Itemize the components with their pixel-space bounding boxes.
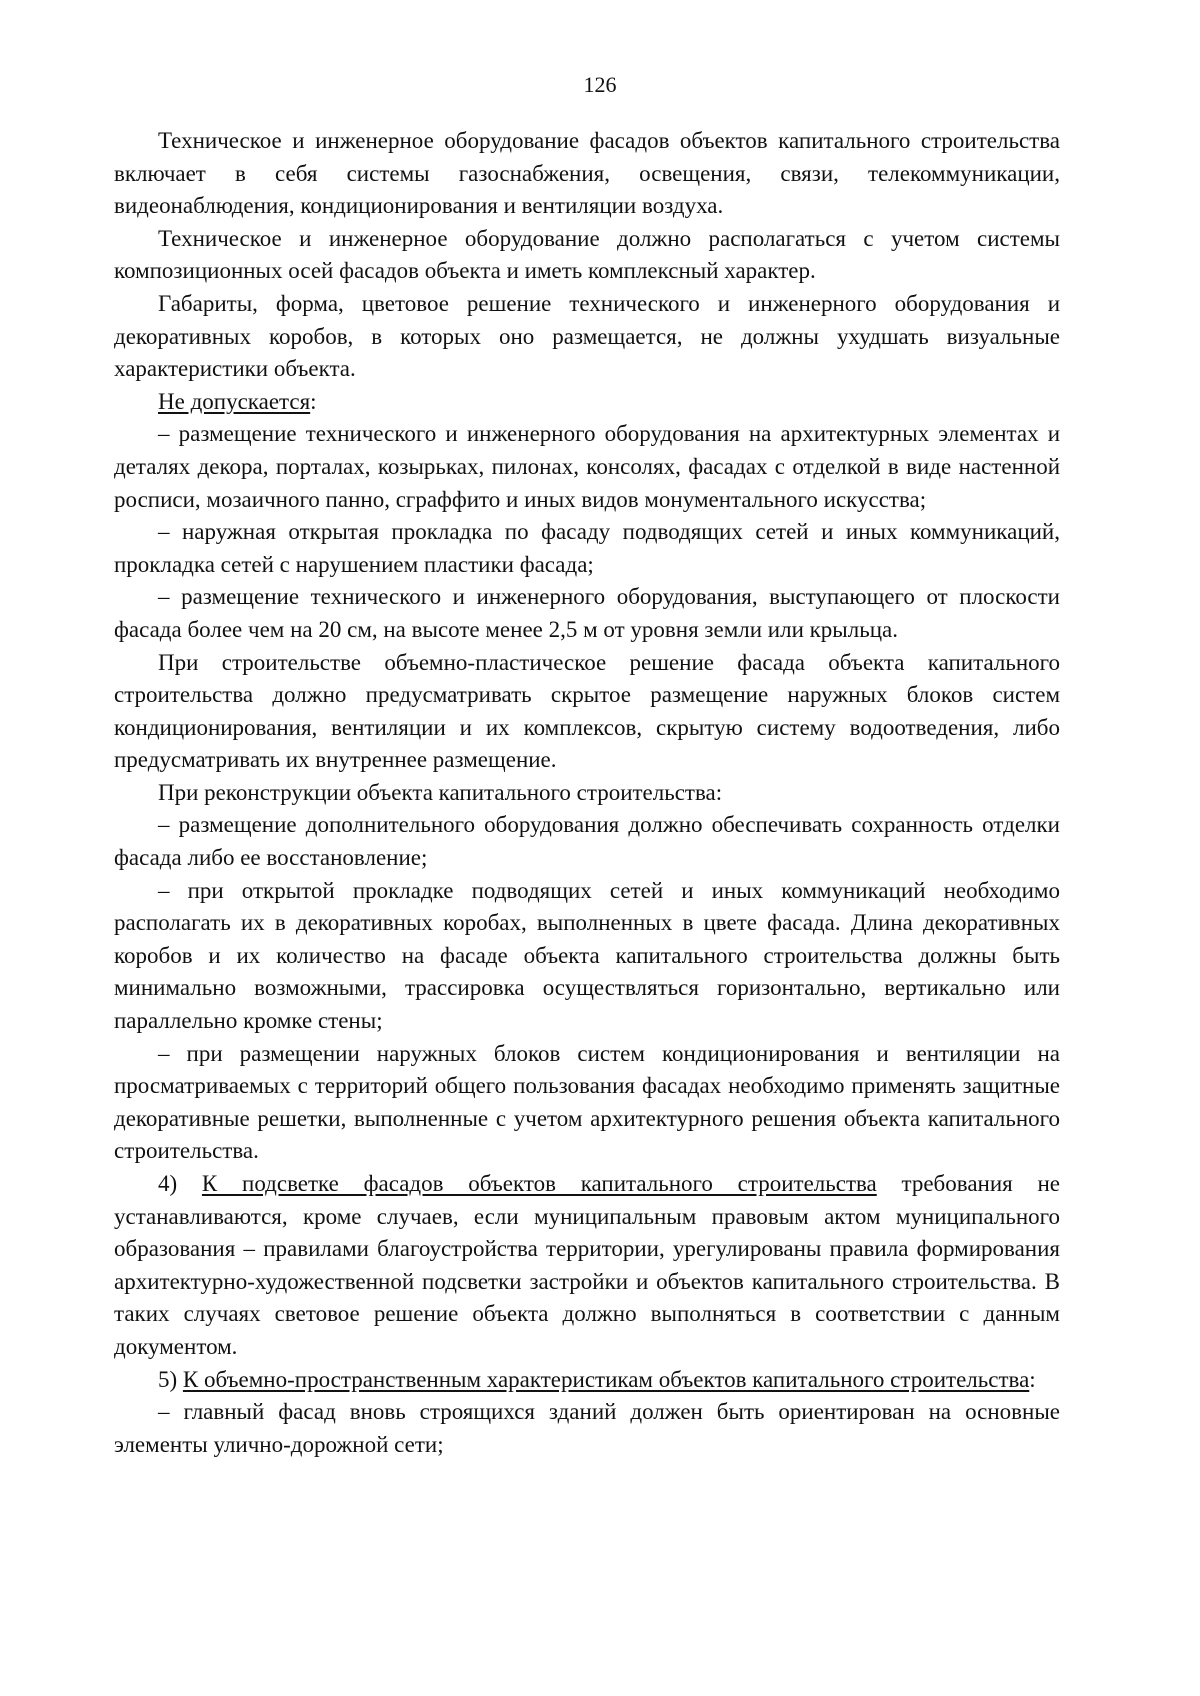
paragraph-text: Техническое и инженерное оборудование фасадов объектов капитального строительства включает в себя системы газоснабжения, освещения, связи, телекоммуникации, видеонаблюдения, кондиционирования и вентиляции воздуха. <box>114 128 1060 219</box>
underlined-heading: К объемно-пространственным характеристикам объектов капитального строительства <box>182 1366 1030 1392</box>
section-4-lighting <box>114 1168 1060 1364</box>
heading-colon: : <box>1029 1366 1036 1392</box>
section-number: 4) <box>158 1171 202 1196</box>
list-item-text: – размещение технического и инженерного оборудования, выступающего от плоскости фасада более чем на 20 см, на высоте менее 2,5 м от уровня земли или крыльца. <box>114 584 1060 642</box>
paragraph-equipment-composition <box>114 125 1060 223</box>
paragraph-equipment-dimensions <box>114 288 1060 386</box>
document-body <box>114 125 1060 1461</box>
section-5-volume-spatial <box>114 1364 1060 1397</box>
list-item-open-laying <box>114 516 1060 581</box>
list-item-protective-grilles <box>114 1038 1060 1168</box>
list-item-text: – при открытой прокладке подводящих сетей и иных коммуникаций необходимо располагать их в декоративных коробах, выполненных в цвете фасада. Длина декоративных коробов и их количество на фасаде объекта капитального строительства должны быть минимально возможными, трассировка осуществляться горизонтально, вертикально или параллельно кромке стены; <box>114 877 1060 1034</box>
list-item-decor-placement <box>114 418 1060 516</box>
paragraph-text: Габариты, форма, цветовое решение технического и инженерного оборудования и декоративных коробов, в которых оно размещается, не должны ухудшать визуальные характеристики объекта. <box>114 290 1060 382</box>
list-item-main-facade <box>114 1396 1060 1461</box>
heading-colon: : <box>310 388 317 414</box>
section-number: 5) <box>158 1366 183 1392</box>
paragraph-not-allowed-heading <box>114 386 1060 419</box>
list-item-text: – главный фасад вновь строящихся зданий должен быть ориентирован на основные элементы улично-дорожной сети; <box>114 1399 1060 1457</box>
list-item-text: – размещение технического и инженерного оборудования на архитектурных элементах и деталях декора, порталах, козырьках, пилонах, консолях, фасадах с отделкой в виде настенной росписи, мозаичного панно, сграффито и иных видов монументального искусства; <box>114 421 1060 512</box>
section-text: требования не устанавливаются, кроме случаев, если муниципальным правовым актом муниципального образования – правилами благоустройства территории, урегулированы правила формирования архитектурно-художественной подсветки застройки и объектов капитального строительства. В таких случаях световое решение объекта должно выполняться в соответствии с данным документом. <box>114 1171 1060 1359</box>
underlined-heading: Не допускается <box>158 388 311 414</box>
paragraph-text: Техническое и инженерное оборудование должно располагаться с учетом системы композиционных осей фасадов объекта и иметь комплексный характер. <box>114 225 1060 284</box>
list-item-protruding-equipment <box>114 581 1060 646</box>
underlined-heading: К подсветке фасадов объектов капитального строительства <box>201 1171 877 1196</box>
list-item-additional-equipment <box>114 809 1060 874</box>
paragraph-equipment-placement <box>114 223 1060 288</box>
list-item-text: – наружная открытая прокладка по фасаду подводящих сетей и иных коммуникаций, прокладка сетей с нарушением пластики фасада; <box>114 519 1060 577</box>
list-item-text: – размещение дополнительного оборудования должно обеспечивать сохранность отделки фасада либо ее восстановление; <box>114 812 1060 871</box>
list-item-text: – при размещении наружных блоков систем кондиционирования и вентиляции на просматриваемых с территорий общего пользования фасадах необходимо применять защитные декоративные решетки, выполненные с учетом архитектурного решения объекта капитального строительства. <box>114 1040 1060 1164</box>
paragraph-text: При реконструкции объекта капитального строительства: <box>158 779 723 805</box>
paragraph-text: При строительстве объемно-пластическое решение фасада объекта капитального строительства должно предусматривать скрытое размещение наружных блоков систем кондиционирования, вентиляции и их комплексов, скрытую систему водоотведения, либо предусматривать их внутреннее размещение. <box>114 649 1060 773</box>
page-number: 126 <box>583 72 617 97</box>
paragraph-reconstruction <box>114 777 1060 810</box>
list-item-decorative-boxes <box>114 875 1060 1038</box>
paragraph-construction <box>114 647 1060 777</box>
